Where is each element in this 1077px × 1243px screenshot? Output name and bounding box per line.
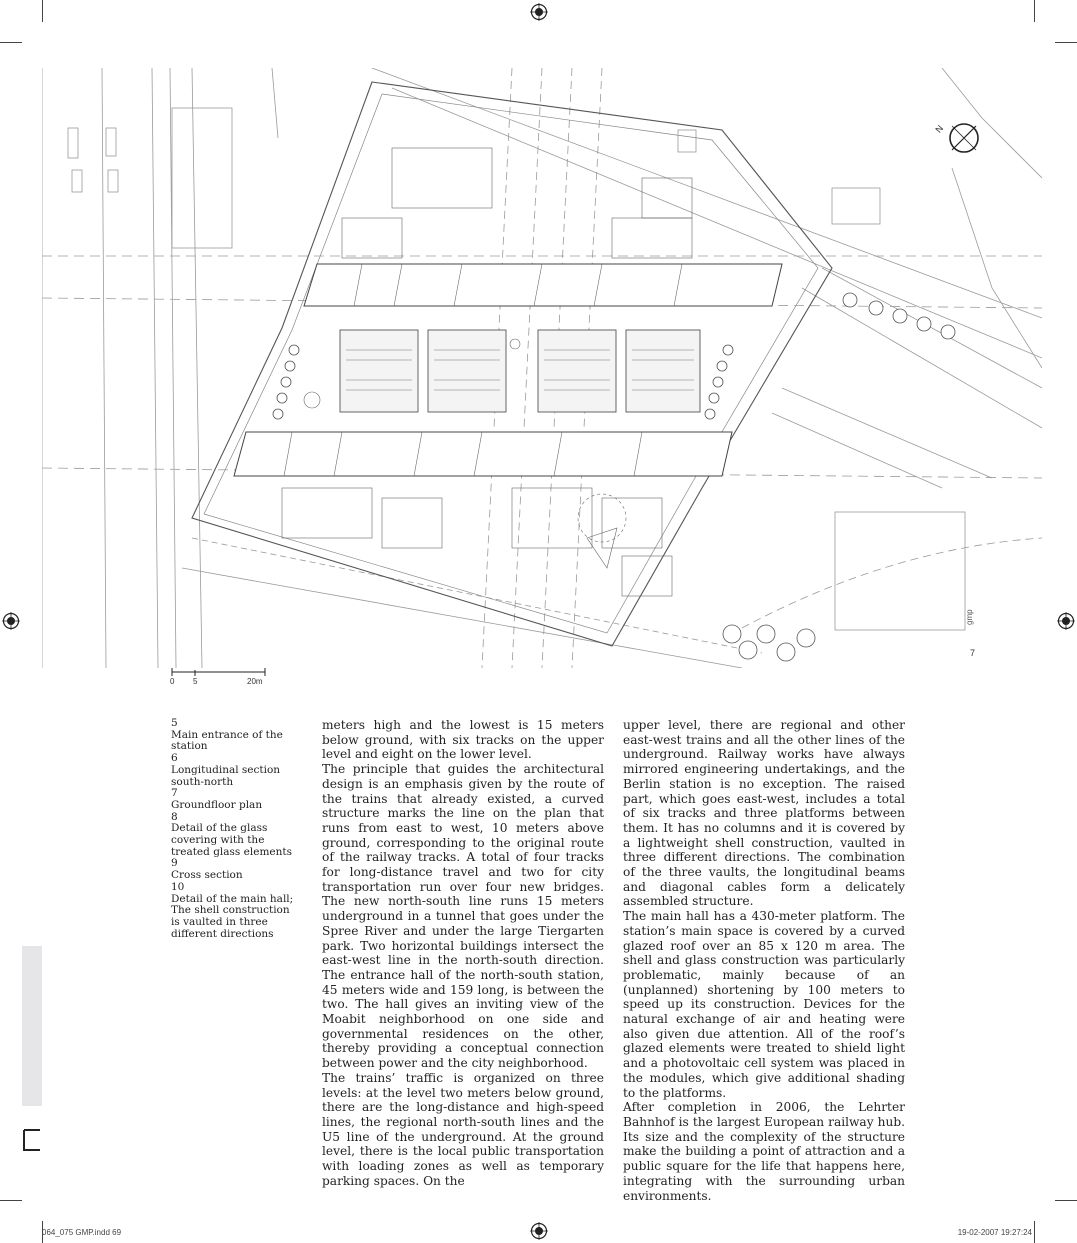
- figure-side-label: gmp: [965, 609, 974, 625]
- caption-number: 9: [171, 857, 178, 870]
- registration-mark-icon: [530, 3, 548, 21]
- scale-label-mid: 5: [193, 677, 198, 686]
- caption-text: Detail of the main hall; The shell construction is vaulted in three different directions: [171, 892, 294, 940]
- crop-mark: [42, 0, 43, 22]
- body-paragraph: After completion in 2006, the Lehrter Bahnhof is the largest European railway hub. Its size and the complexity of the structure make the building a point of attraction and a public square for the life that happens here, integrating with the surrounding urban environments.: [623, 1100, 905, 1203]
- caption-text: Cross section: [171, 869, 243, 882]
- body-paragraph: meters high and the lowest is 15 meters below ground, with six tracks on the upper level and eight on the lower level.: [322, 718, 604, 762]
- margin-color-strip: [22, 946, 42, 1106]
- crop-mark: [0, 42, 22, 43]
- groundfloor-plan-figure: [42, 68, 1042, 668]
- caption-text: Longitudinal section south-north: [171, 763, 281, 788]
- body-paragraph: upper level, there are regional and other east-west trains and all the other lines of the underground. Railway works have always mirrored engineering undertakings, and the Berlin station is no exception. The raised part, which goes east-west, includes a total of six tracks and three platforms between them. It has no columns and it is covered by a lightweight shell construction, vaulted in three different directions. The combination of the three vaults, the longitudinal beams and diagonal cables form a delicately assembled structure.: [623, 718, 905, 909]
- body-paragraph: The main hall has a 430-meter platform. The station’s main space is covered by a curved glazed roof over an 85 x 120 m area. The shell and glass construction was particularly problematic, mainly because of an (unplanned) shortening by 100 meters to speed up its construction. Devices for the natural exchange of air and heating were also given due attention. All of the roof’s glazed elements were treated to shield light and a photovoltaic cell system was placed in the modules, which give additional shading to the platforms.: [623, 909, 905, 1100]
- slug-file-info: 064_075 GMP.indd 69: [42, 1228, 122, 1237]
- crop-mark: [1034, 0, 1035, 22]
- caption-number: 8: [171, 810, 178, 823]
- caption-text: Groundfloor plan: [171, 798, 263, 811]
- figure-captions: [171, 718, 301, 940]
- scale-label-end: 20m: [247, 677, 263, 686]
- crop-mark: [0, 1200, 22, 1201]
- caption-text: Detail of the glass covering with the treated glass elements: [171, 822, 292, 858]
- north-arrow-icon: [950, 124, 978, 152]
- scale-label-zero: 0: [170, 677, 175, 686]
- slug-timestamp: 19-02-2007 19:27:24: [957, 1228, 1032, 1237]
- registration-mark-icon: [530, 1222, 548, 1240]
- page-bracket-icon: [22, 1128, 42, 1152]
- figure-number: 7: [970, 648, 976, 658]
- body-paragraph: The principle that guides the architectural design is an emphasis given by the route of the trains that already existed, a curved structure marks the line on the plan that runs from east to west, 10 meters above ground, corresponding to the original route of the railway tracks. A total of four tracks for long-distance travel and two for city transportation run over four new bridges. The new north-south line runs 15 meters underground in a tunnel that goes under the Spree River and under the large Tiergarten park. Two horizontal buildings intersect the east-west line in the north-south direction. The entrance hall of the north-south station, 45 meters wide and 159 long, is between the two. The hall gives an inviting view of the Moabit neighborhood on one side and governmental residences on the other, thereby providing a conceptual connection between power and the city neighborhood.: [322, 762, 604, 1071]
- caption-number: 10: [171, 880, 185, 893]
- body-paragraph: The trains’ traffic is organized on three levels: at the level two meters below ground, there are the long-distance and high-speed lines, the regional north-south lines and the U5 line of the underground. At the ground level, there is the local public transportation with loading zones as well as temporary parking spaces. On the: [322, 1070, 604, 1188]
- crop-mark: [1055, 1200, 1077, 1201]
- caption-number: 5: [171, 717, 178, 729]
- registration-mark-icon: [2, 612, 20, 630]
- caption-number: 7: [171, 787, 178, 800]
- crop-mark: [1034, 1221, 1035, 1243]
- site-plan-drawing: [42, 68, 1042, 668]
- body-column-1: [322, 718, 604, 1189]
- body-column-2: [623, 718, 905, 1203]
- registration-mark-icon: [1057, 612, 1075, 630]
- caption-text: Main entrance of the station: [171, 728, 283, 753]
- scale-bar: [171, 668, 266, 676]
- crop-mark: [1055, 42, 1077, 43]
- north-label: N: [933, 123, 946, 135]
- caption-number: 6: [171, 752, 178, 765]
